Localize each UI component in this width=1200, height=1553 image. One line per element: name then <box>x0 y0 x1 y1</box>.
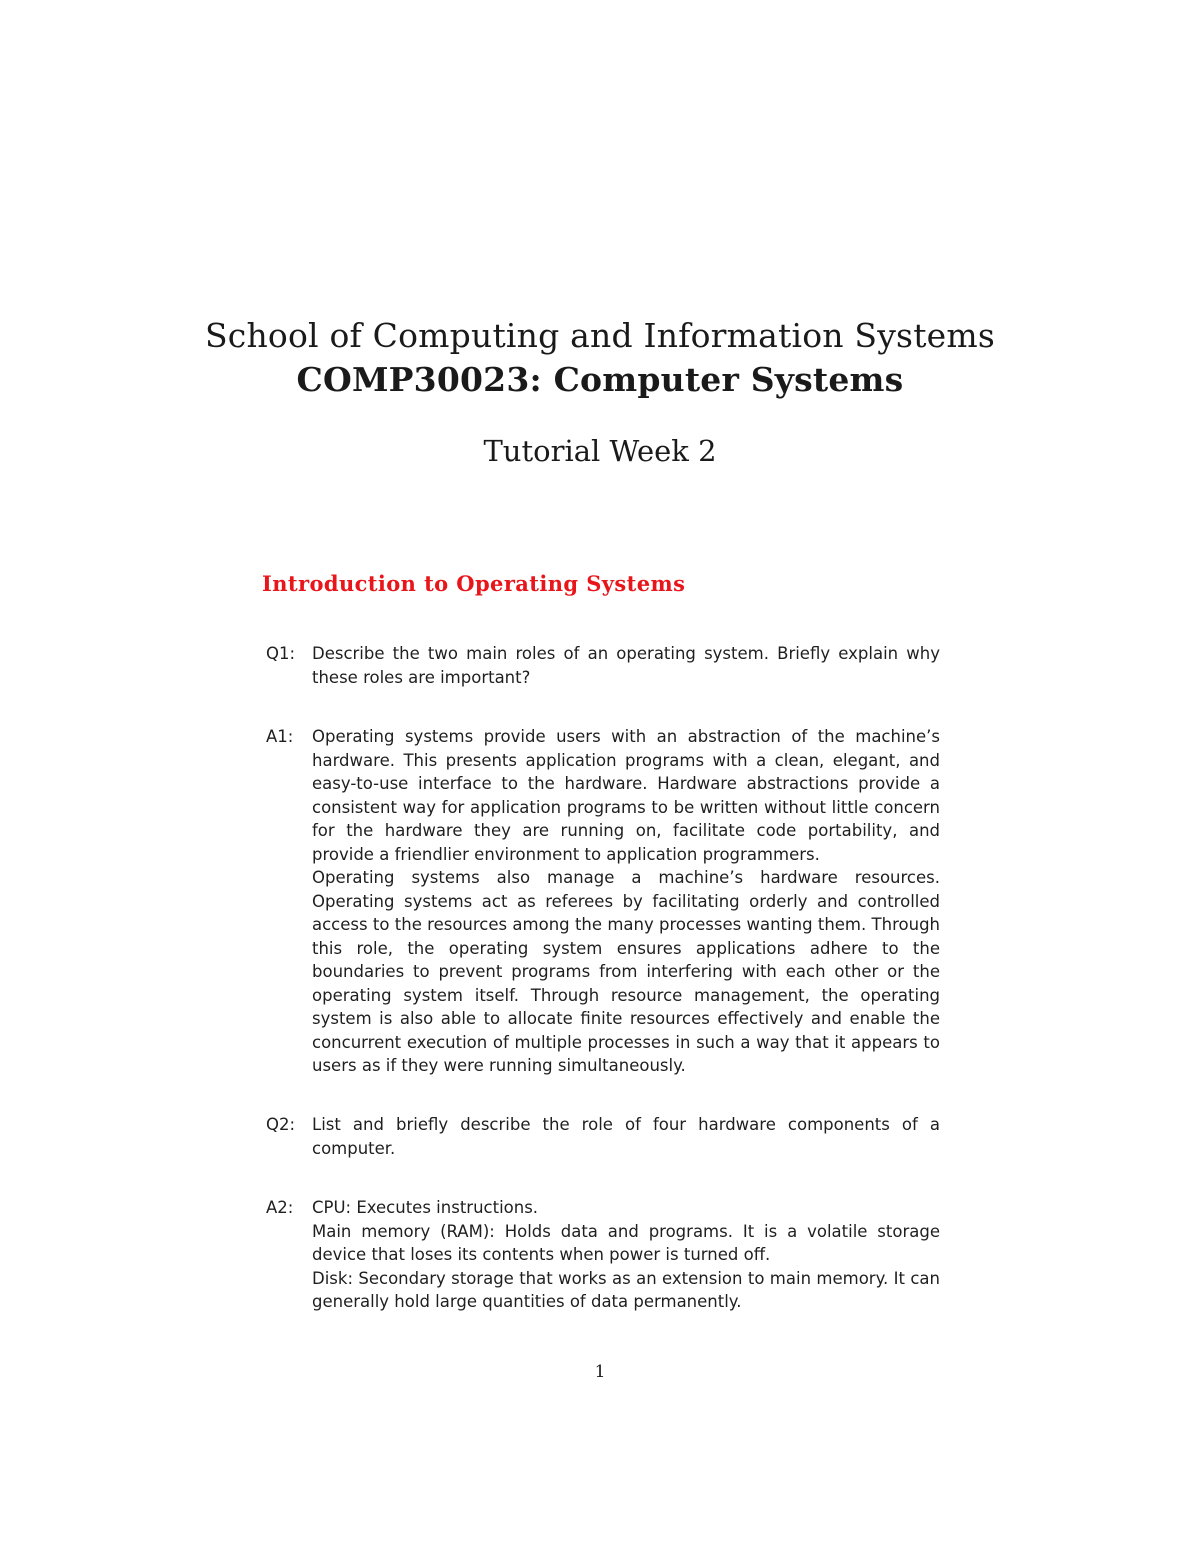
answer-line-main-memory: Main memory (RAM): Holds data and programs. It is a volatile storage device that loses its contents when power is turned off. <box>312 1221 940 1264</box>
question-1 <box>266 642 940 689</box>
answer-line-cpu: CPU: Executes instructions. <box>312 1198 539 1217</box>
question-text: Describe the two main roles of an operating system. Briefly explain why these roles are important? <box>312 644 940 687</box>
answer-label: A2: <box>266 1198 294 1217</box>
answer-label: A1: <box>266 727 294 746</box>
question-2 <box>266 1113 940 1160</box>
tutorial-title: Tutorial Week 2 <box>483 434 717 468</box>
question-body <box>312 1113 940 1160</box>
section-heading: Introduction to Operating Systems <box>262 571 686 596</box>
page-number: 1 <box>594 1362 606 1382</box>
answer-paragraph: Operating systems provide users with an abstraction of the machine’s hardware. This presents application programs with a clean, elegant, and easy-to-use interface to the hardware. Hardware abstractions provide a consistent way for application programs to be written without little concern for the hardware they are running on, facilitate code portability, and provide a friendlier environment to application programmers. <box>312 727 940 864</box>
course-title: COMP30023: Computer Systems <box>296 360 904 399</box>
answer-1 <box>266 725 940 1078</box>
question-label: Q1: <box>266 644 296 663</box>
answer-2 <box>266 1196 940 1314</box>
answer-line-disk: Disk: Secondary storage that works as an extension to main memory. It can generally hold large quantities of data permanently. <box>312 1268 940 1311</box>
answer-paragraph: Operating systems also manage a machine’s hardware resources. Operating systems act as referees by facilitating orderly and controlled access to the resources among the many processes wanting them. Through this role, the operating system ensures applications adhere to the boundaries to prevent programs from interfering with each other or the operating system itself. Through resource management, the operating system is also able to allocate finite resources effectively and enable the concurrent execution of multiple processes in such a way that it appears to users as if they were running simultaneously. <box>312 868 940 1075</box>
school-title: School of Computing and Information Systems <box>204 316 996 355</box>
question-label: Q2: <box>266 1115 296 1134</box>
question-text: List and briefly describe the role of four hardware components of a computer. <box>312 1115 940 1158</box>
question-body <box>312 642 940 689</box>
answer-body <box>312 725 940 1078</box>
answer-body <box>312 1196 940 1314</box>
